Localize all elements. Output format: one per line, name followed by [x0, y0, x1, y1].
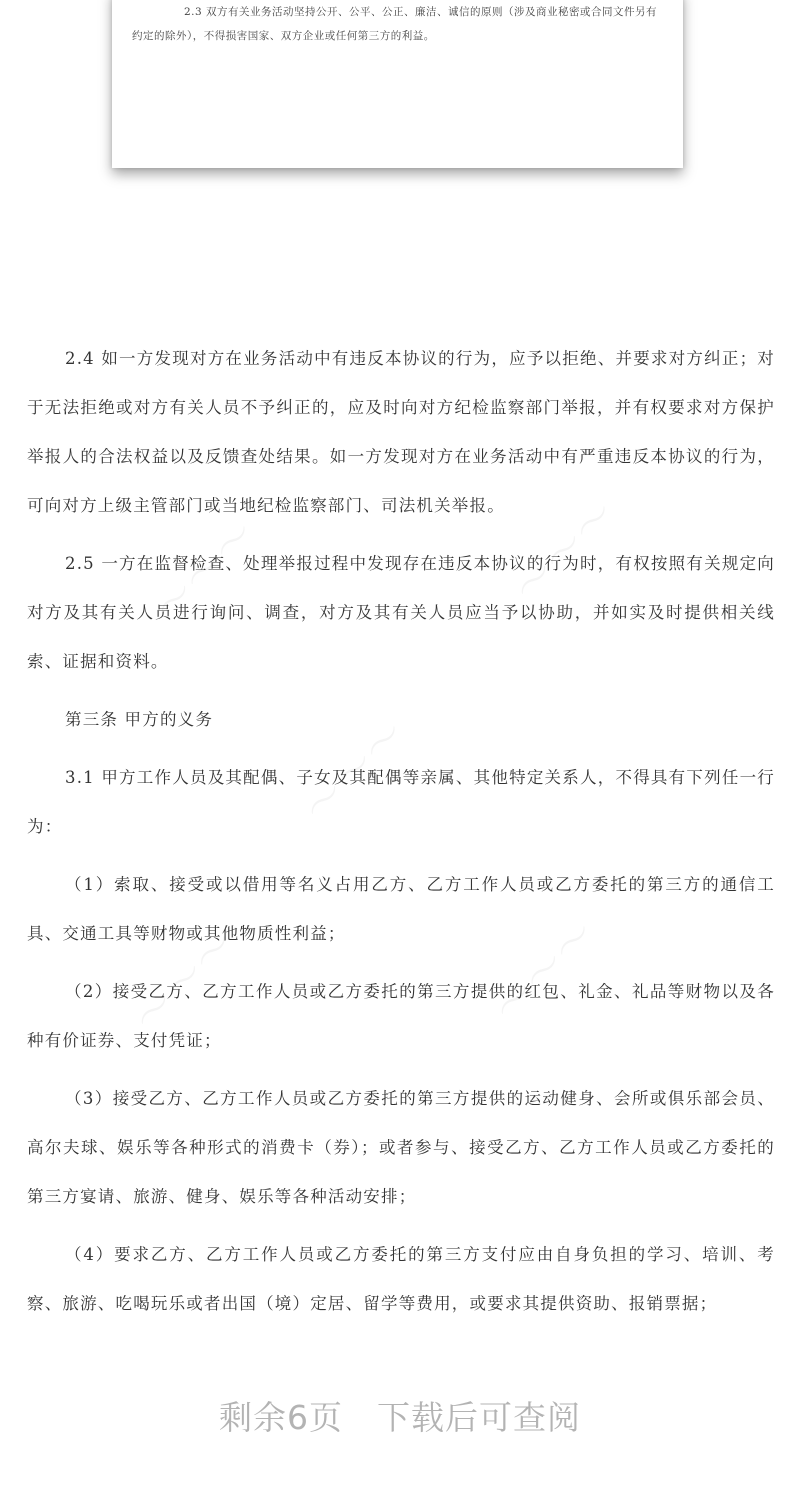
remaining-pages-label: 剩余6页: [219, 1398, 343, 1437]
paragraph-2-5: 2.5 一方在监督检查、处理举报过程中发现存在违反本协议的行为时，有权按照有关规定向对方及其有关人员进行询问、调查，对方及其有关人员应当予以协助，并如实及时提供相关线索、证据和资料。: [27, 554, 775, 671]
list-item-4: （4）要求乙方、乙方工作人员或乙方委托的第三方支付应由自身负担的学习、培训、考察、旅游、吃喝玩乐或者出国（境）定居、留学等费用，或要求其提供资助、报销票据；: [27, 1245, 775, 1313]
paragraph-2-4: 2.4 如一方发现对方在业务活动中有违反本协议的行为，应予以拒绝、并要求对方纠正；对于无法拒绝或对方有关人员不予纠正的，应及时向对方纪检监察部门举报，并有权要求对方保护举报人的合法权益以及反馈查处结果。如一方发现对方在业务活动中有严重违反本协议的行为，可向对方上级主管部门或当地纪检监察部门、司法机关举报。: [27, 349, 775, 515]
download-hint-label: 下载后可查阅: [377, 1398, 581, 1437]
preview-paragraph: 2.3 双方有关业务活动坚持公开、公平、公正、廉洁、诚信的原则（涉及商业秘密或合同文件另有约定的除外），不得损害国家、双方企业或任何第三方的利益。: [132, 6, 658, 42]
list-item-2: （2）接受乙方、乙方工作人员或乙方委托的第三方提供的红包、礼金、礼品等财物以及各种有价证券、支付凭证；: [27, 982, 775, 1050]
list-item-1: （1）索取、接受或以借用等名义占用乙方、乙方工作人员或乙方委托的第三方的通信工具、交通工具等财物或其他物质性利益；: [27, 875, 775, 943]
section-heading-article-3: 第三条 甲方的义务: [65, 710, 214, 729]
paragraph-3-1: 3.1 甲方工作人员及其配偶、子女及其配偶等亲属、其他特定关系人，不得具有下列任一行为：: [27, 768, 775, 836]
document-body: [27, 334, 775, 1328]
document-preview-page: [112, 0, 683, 168]
list-item-3: （3）接受乙方、乙方工作人员或乙方委托的第三方提供的运动健身、会所或俱乐部会员、高尔夫球、娱乐等各种形式的消费卡（券）；或者参与、接受乙方、乙方工作人员或乙方委托的第三方宴请、旅游、健身、娱乐等各种活动安排；: [27, 1089, 775, 1206]
download-prompt[interactable]: [0, 1392, 800, 1439]
